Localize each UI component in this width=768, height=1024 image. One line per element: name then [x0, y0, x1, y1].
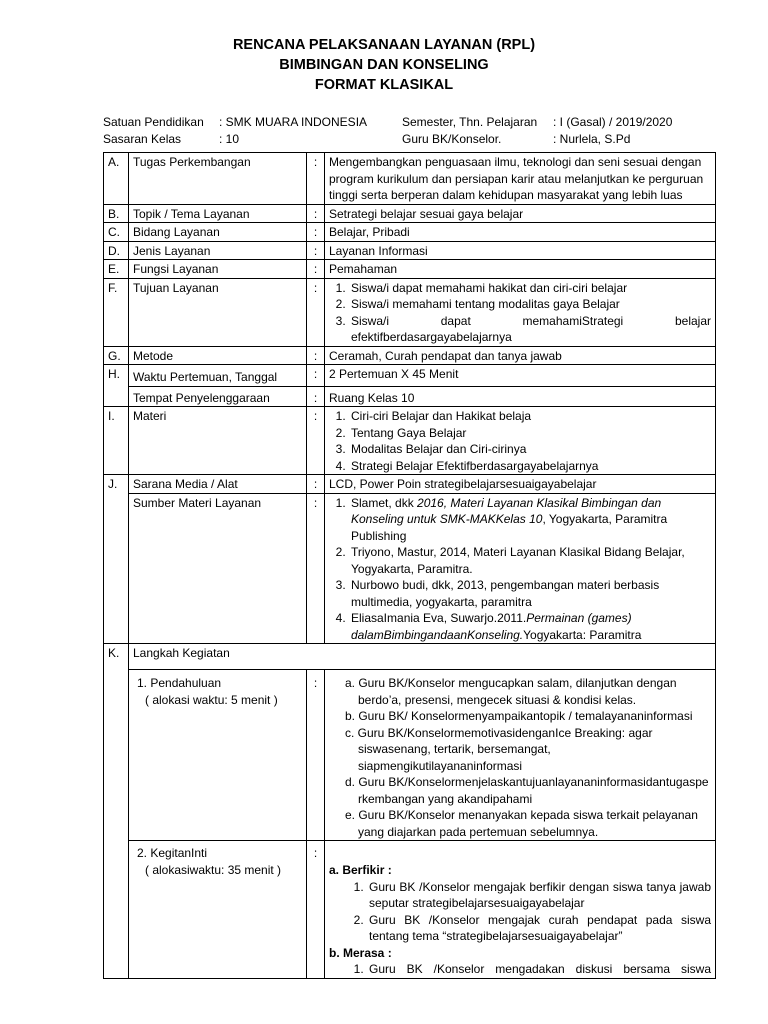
row-code: H.: [104, 365, 129, 407]
row-value: [325, 493, 716, 644]
row-value: Ceramah, Curah pendapat dan tanya jawab: [325, 346, 716, 365]
step-time: ( alokasiwaktu: 35 menit ): [145, 862, 282, 877]
list-item: 3. Modalitas Belajar dan Ciri-cirinya: [349, 441, 711, 458]
row-label: Jenis Layanan: [129, 241, 307, 260]
row-value: Ruang Kelas 10: [325, 386, 716, 407]
document-title: RENCANA PELAKSANAAN LAYANAN (RPL): [232, 37, 536, 53]
source-item: 2. Triyono, Mastur, 2014, Materi Layanan Klasikal Bidang Belajar, Yogyakarta, Paramitra.: [349, 544, 711, 577]
step-item: 1. Guru BK /Konselor mengadakan diskusi bersama siswa: [367, 961, 711, 978]
row-tempat: [104, 386, 716, 407]
step-content: [325, 841, 716, 979]
word: dapat: [440, 313, 471, 328]
row-topik: [104, 204, 716, 223]
source-item: 1. Slamet, dkk 2016, Materi Layanan Klasikal Bimbingan dan Konseling untuk SMK-MAKKelas 10, Yogyakarta, Paramitra Publishing: [349, 495, 711, 545]
step-item: b. Guru BK/ Konselormenyampaikantopik / temalayananinformasi: [345, 709, 693, 723]
step-title: 1. Pendahuluan: [137, 676, 222, 690]
row-colon: :: [307, 346, 325, 365]
row-code: A.: [104, 153, 129, 205]
row-label: Langkah Kegiatan: [129, 644, 716, 670]
row-code: J.: [104, 475, 129, 644]
row-value: Setrategi belajar sesuai gaya belajar: [325, 204, 716, 223]
row-fungsi: [104, 260, 716, 279]
satuan-value: : SMK MUARA INDONESIA: [219, 115, 368, 129]
step-item: e. Guru BK/Konselor menanyakan kepada siswa terkait pelayanan yang diajarkan pada pertemuan sebelumnya.: [345, 808, 698, 839]
row-colon: :: [307, 223, 325, 242]
row-label: Metode: [129, 346, 307, 365]
sasaran-value: : 10: [219, 132, 240, 146]
row-langkah: [104, 644, 716, 670]
row-sumber: [104, 493, 716, 644]
row-label: Waktu Pertemuan, Tanggal: [129, 365, 307, 387]
row-colon: :: [307, 841, 325, 979]
list-item: [349, 313, 711, 346]
row-sarana: [104, 475, 716, 494]
document-format: FORMAT KLASIKAL: [314, 77, 454, 93]
row-bidang: [104, 223, 716, 242]
step-time: ( alokasi waktu: 5 menit ): [145, 692, 278, 707]
row-label: Sumber Materi Layanan: [129, 493, 307, 644]
step-item: c. Guru BK/KonselormemotivasidenganIce Breaking: agar siswasenang, tertarik, bersemangat, siapmengikutilayananinformasi: [345, 725, 653, 773]
row-label: Fungsi Layanan: [129, 260, 307, 279]
row-waktu: [104, 365, 716, 387]
row-value: Belajar, Pribadi: [325, 223, 716, 242]
row-tujuan: [104, 278, 716, 346]
row-materi: [104, 407, 716, 475]
row-label: Materi: [129, 407, 307, 475]
satuan-label: Satuan Pendidikan: [103, 115, 204, 129]
row-code: G.: [104, 346, 129, 365]
semester-label: Semester, Thn. Pelajaran: [402, 115, 538, 129]
step-label: [129, 670, 307, 841]
row-metode: [104, 346, 716, 365]
row-value: Pemahaman: [325, 260, 716, 279]
word: memahamiStrategi: [522, 313, 624, 328]
row-colon: :: [307, 278, 325, 346]
step-item: d. Guru BK/Konselormenjelaskantujuanlayananinformasidantugasperkembangan yang akandipahami: [345, 775, 709, 806]
row-value: [325, 278, 716, 346]
merasa-heading: b. Merasa :: [329, 945, 392, 960]
row-label: Tugas Perkembangan: [129, 153, 307, 205]
list-item: 4. Strategi Belajar Efektifberdasargayabelajarnya: [349, 458, 711, 475]
row-code: F.: [104, 278, 129, 346]
row-colon: :: [307, 204, 325, 223]
row-value: LCD, Power Poin strategibelajarsesuaigayabelajar: [325, 475, 716, 494]
row-value: Mengembangkan penguasaan ilmu, teknologi dan seni sesuai dengan program kurikulum dan persiapan karir atau melanjutkan ke perguruan tinggi serta berperan dalam kehidupan masyarakat yang lebih luas: [325, 153, 716, 205]
word: 3. Siswa/i: [351, 313, 390, 328]
source-item: 3. Nurbowo budi, dkk, 2013, pengembangan materi berbasis multimedia, yogyakarta, paramitra: [349, 577, 711, 610]
row-colon: :: [307, 365, 325, 387]
row-label: Sarana Media / Alat: [129, 475, 307, 494]
word: belajar: [674, 313, 711, 328]
row-code: K.: [104, 644, 129, 979]
row-colon: :: [307, 475, 325, 494]
sasaran-label: Sasaran Kelas: [103, 132, 182, 146]
row-value: 2 Pertemuan X 45 Menit: [325, 365, 716, 387]
list-item: 1. Ciri-ciri Belajar dan Hakikat belaja: [349, 408, 711, 425]
row-value: [325, 407, 716, 475]
row-colon: :: [307, 241, 325, 260]
row-code: I.: [104, 407, 129, 475]
step-item: a. Guru BK/Konselor mengucapkan salam, dilanjutkan dengan berdo’a, presensi, mengecek situasi & kondisi kelas.: [345, 676, 677, 707]
row-code: B.: [104, 204, 129, 223]
step-item: 2. Guru BK /Konselor mengajak curah pendapat pada siswa tentang tema “strategibelajarsesuaigayabelajar”: [367, 912, 711, 945]
guru-value: : Nurlela, S.Pd: [553, 132, 631, 146]
list-item-continuation: efektifberdasargayabelajarnya: [351, 330, 512, 344]
row-label: Tujuan Layanan: [129, 278, 307, 346]
rpl-table: [103, 152, 716, 979]
semester-value: : I (Gasal) / 2019/2020: [553, 115, 673, 129]
row-label: Tempat Penyelenggaraan: [129, 386, 307, 407]
step-title: 2. KegitanInti: [137, 846, 208, 860]
row-label: Topik / Tema Layanan: [129, 204, 307, 223]
row-kegiatan-inti: [104, 841, 716, 979]
row-label: Bidang Layanan: [129, 223, 307, 242]
step-content: [325, 670, 716, 841]
row-code: D.: [104, 241, 129, 260]
list-item: 2. Siswa/i memahami tentang modalitas gaya Belajar: [349, 296, 711, 313]
row-code: C.: [104, 223, 129, 242]
row-colon: :: [307, 407, 325, 475]
step-label: [129, 841, 307, 979]
list-item: 1. Siswa/i dapat memahami hakikat dan ciri-ciri belajar: [349, 280, 711, 297]
row-colon: :: [307, 386, 325, 407]
list-item: 2. Tentang Gaya Belajar: [349, 425, 711, 442]
row-jenis: [104, 241, 716, 260]
berfikir-heading: a. Berfikir :: [329, 863, 392, 877]
row-colon: :: [307, 670, 325, 841]
document-subtitle: BIMBINGAN DAN KONSELING: [279, 57, 489, 73]
row-colon: :: [307, 260, 325, 279]
row-pendahuluan: [104, 670, 716, 841]
guru-label: Guru BK/Konselor.: [402, 132, 502, 146]
row-colon: :: [307, 153, 325, 205]
row-tugas: [104, 153, 716, 205]
row-code: E.: [104, 260, 129, 279]
row-value: Layanan Informasi: [325, 241, 716, 260]
step-item: 1. Guru BK /Konselor mengajak berfikir dengan siswa tanya jawab seputar strategibelajarsesuaigayabelajar: [367, 879, 711, 912]
row-colon: :: [307, 493, 325, 644]
source-item: 4. EliasaImania Eva, Suwarjo.2011.Permainan (games) dalamBimbingandaanKonseling.Yogyakarta: Paramitra: [349, 610, 711, 643]
